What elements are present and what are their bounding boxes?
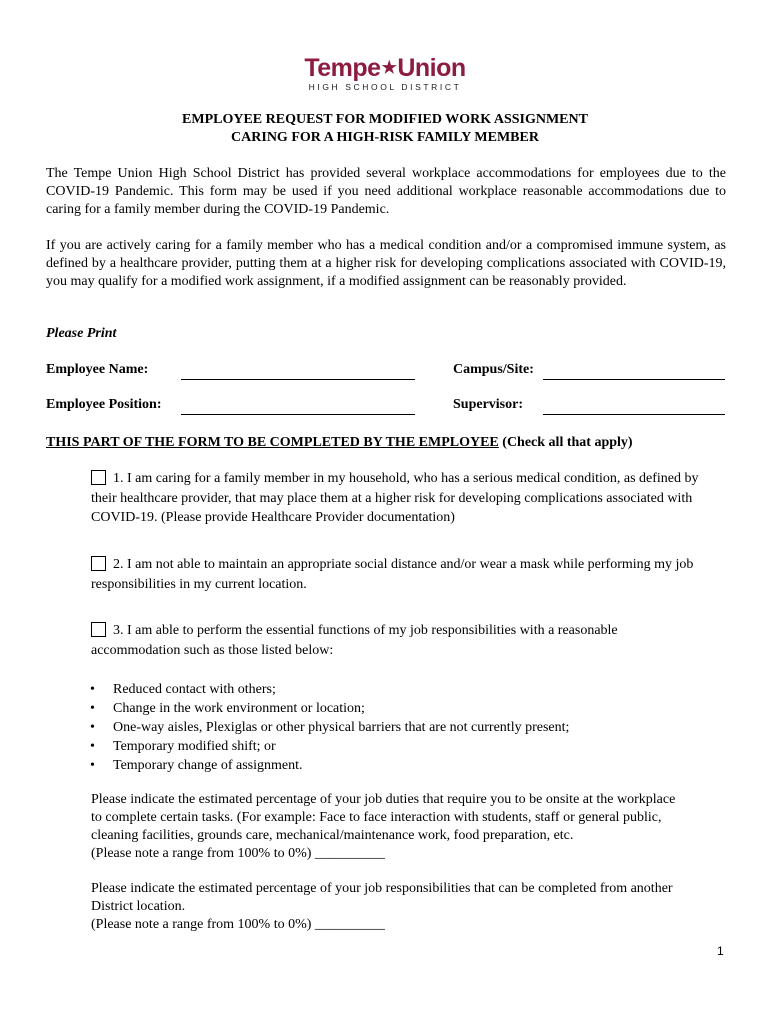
remote-percentage-field[interactable]: (Please note a range from 100% to 0%) __________: [91, 917, 385, 932]
intro-paragraph: The Tempe Union High School District has provided several workplace accommodations for employees due to the COVID-19 Pandemic. This form may be used if you need additional workplace reasonable accommodations due to caring for a family member during the COVID-19 Pandemic.: [46, 166, 726, 217]
district-logo: [0, 54, 770, 92]
onsite-percentage-block: [91, 791, 675, 863]
eligibility-paragraph: If you are actively caring for a family member who has a medical condition and/or a compromised immune system, as defined by a healthcare provider, putting them at a higher risk for developing complications associated with COVID-19, you may qualify for a modified work assignment, if a modified assignment can be reasonably provided.: [46, 238, 726, 289]
onsite-line1: Please indicate the estimated percentage of your job duties that require you to be onsite at the workplace: [91, 792, 676, 807]
list-item: • Temporary modified shift; or: [90, 739, 276, 754]
option-2-checkbox[interactable]: [91, 556, 106, 571]
logo-subtitle: HIGH SCHOOL DISTRICT: [308, 82, 462, 92]
section-heading-suffix: (Check all that apply): [498, 435, 633, 450]
employee-name-label: Employee Name:: [46, 362, 149, 377]
list-item: • Reduced contact with others;: [90, 682, 276, 697]
employee-position-label: Employee Position:: [46, 397, 162, 412]
employee-section-heading: [46, 433, 633, 451]
accommodation-list: [90, 680, 710, 775]
form-title-line2: CARING FOR A HIGH-RISK FAMILY MEMBER: [231, 130, 539, 145]
list-item: • Temporary change of assignment.: [90, 758, 303, 773]
page-number: 1: [717, 944, 724, 958]
option-1-checkbox[interactable]: [91, 470, 106, 485]
employee-name-field[interactable]: [181, 363, 415, 380]
option-3-checkbox[interactable]: [91, 622, 106, 637]
list-item: • Change in the work environment or location;: [90, 701, 365, 716]
onsite-line3: cleaning facilities, grounds care, mechanical/maintenance work, food preparation, etc.: [91, 828, 574, 843]
option-1: [91, 469, 725, 528]
supervisor-label: Supervisor:: [453, 397, 523, 412]
remote-percentage-block: [91, 880, 673, 934]
option-3: [91, 621, 691, 660]
option-2-text: 2. I am not able to maintain an appropriate social distance and/or wear a mask while performing my job responsibilities in my current location.: [91, 557, 694, 592]
employee-position-field[interactable]: [181, 398, 415, 415]
onsite-line2: to complete certain tasks. (For example: Face to face interaction with students, staff or general public,: [91, 810, 662, 825]
remote-line2: District location.: [91, 899, 186, 914]
onsite-percentage-field[interactable]: (Please note a range from 100% to 0%) __________: [91, 846, 385, 861]
logo-wordmark: Tempe★Union: [304, 54, 466, 82]
list-item: • One-way aisles, Plexiglas or other physical barriers that are not currently present;: [90, 720, 570, 735]
form-title-line1: EMPLOYEE REQUEST FOR MODIFIED WORK ASSIGNMENT: [182, 112, 588, 127]
star-icon: ★: [381, 58, 397, 77]
form-title: [0, 111, 770, 147]
campus-site-field[interactable]: [543, 363, 725, 380]
option-2: [91, 555, 727, 594]
remote-line1: Please indicate the estimated percentage of your job responsibilities that can be completed from another: [91, 881, 673, 896]
campus-site-label: Campus/Site:: [453, 362, 534, 377]
option-1-text: 1. I am caring for a family member in my household, who has a serious medical condition, as defined by their healthcare provider, that may place them at a higher risk for developing complications associated with COVID-19. (Please provide Healthcare Provider documentation): [91, 471, 699, 525]
supervisor-field[interactable]: [543, 398, 725, 415]
option-3-text: 3. I am able to perform the essential functions of my job responsibilities with a reasonable accommodation such as those listed below:: [91, 623, 618, 658]
please-print-label: Please Print: [46, 326, 117, 341]
section-heading-text: THIS PART OF THE FORM TO BE COMPLETED BY THE EMPLOYEE: [46, 435, 499, 450]
